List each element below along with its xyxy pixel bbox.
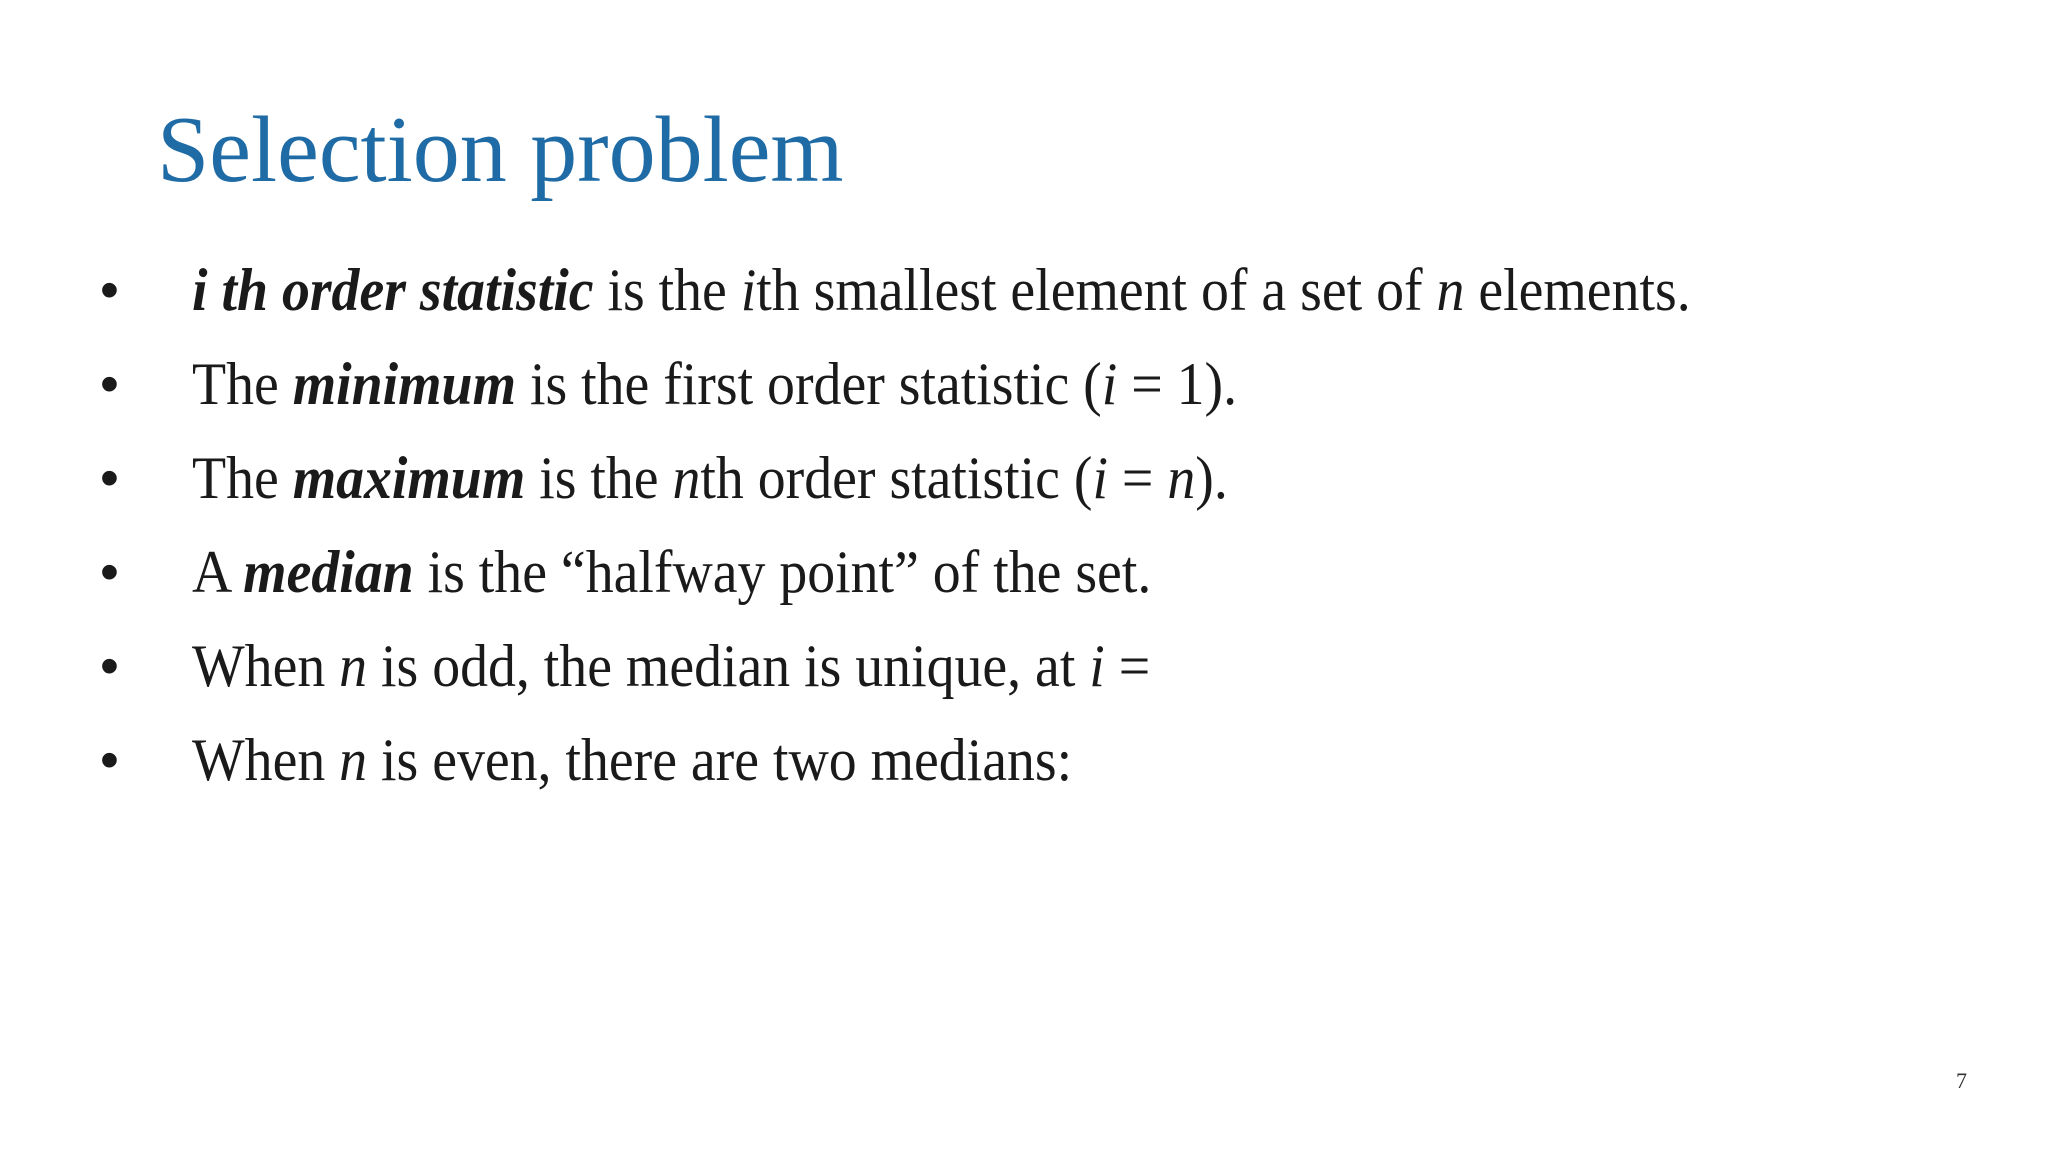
- bullet-dot: •: [100, 354, 119, 414]
- variable-n: n: [1167, 445, 1196, 511]
- term-order-statistic: i th order statistic: [192, 257, 594, 323]
- variable-i: i: [1092, 445, 1108, 511]
- slide-title: Selection problem: [157, 98, 844, 202]
- variable-i: i: [1101, 351, 1118, 417]
- variable-n: n: [339, 727, 368, 793]
- variable-i: i: [1089, 633, 1105, 699]
- bullet-dot: •: [100, 636, 119, 696]
- variable-n: n: [672, 445, 701, 511]
- variable-n: n: [339, 633, 368, 699]
- page-number: 7: [1956, 1068, 1967, 1093]
- bullet-text: The minimum is the first order statistic (i = 1).: [192, 351, 1238, 417]
- variable-n: n: [1436, 257, 1465, 323]
- term-maximum: maximum: [292, 445, 526, 511]
- bullet-dot: •: [100, 260, 119, 320]
- bullet-text: A median is the “halfway point” of the set.: [192, 539, 1152, 605]
- bullet-text: i th order statistic is the ith smallest element of a set of n elements.: [192, 257, 1691, 323]
- bullet-dot: •: [100, 448, 119, 508]
- term-median: median: [243, 539, 414, 605]
- variable-i: i: [740, 257, 757, 323]
- bullet-text: When n is even, there are two medians:: [192, 727, 1073, 793]
- bullet-text: When n is odd, the median is unique, at i =: [192, 633, 1151, 699]
- bullet-dot: •: [100, 730, 119, 790]
- bullet-text: The maximum is the nth order statistic (i = n).: [192, 445, 1228, 511]
- term-minimum: minimum: [292, 351, 516, 417]
- bullet-dot: •: [100, 542, 119, 602]
